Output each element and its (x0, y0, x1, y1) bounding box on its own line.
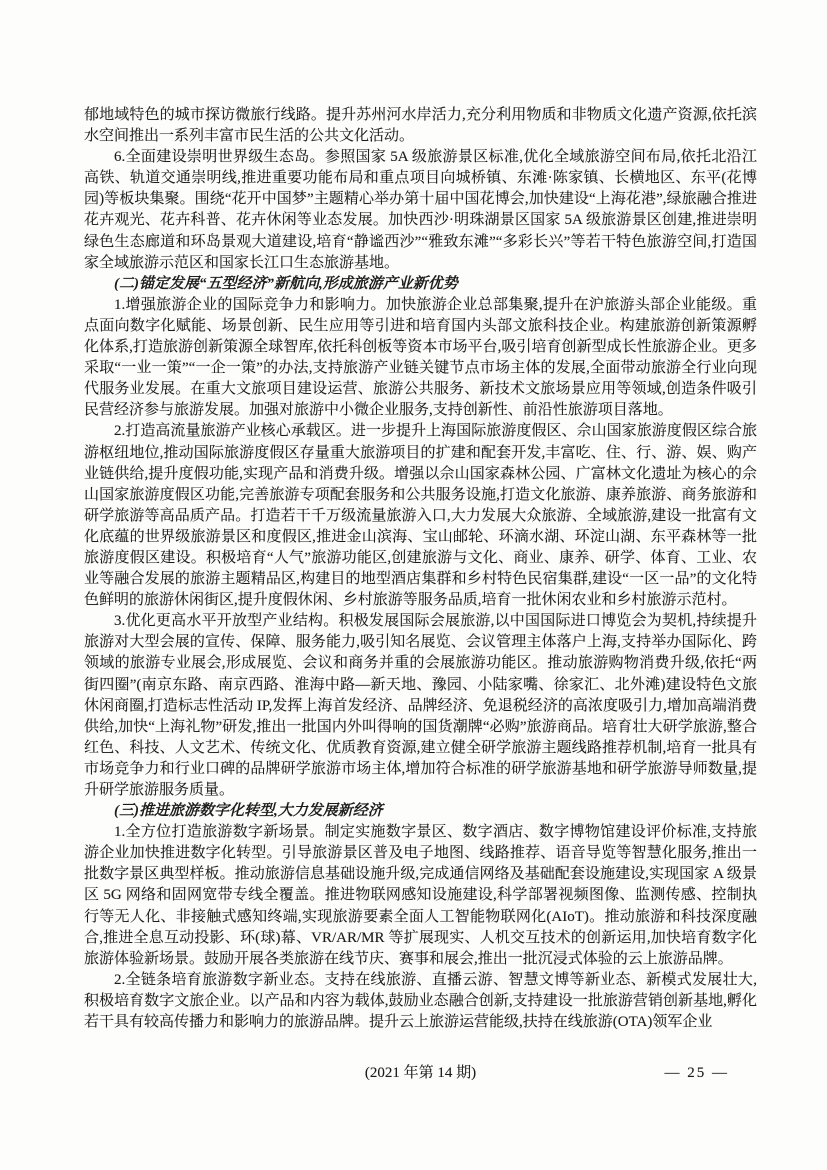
paragraph: 2.打造高流量旅游产业核心承载区。进一步提升上海国际旅游度假区、佘山国家旅游度假区综合旅游枢纽地位,推动国际旅游度假区存量重大旅游项目的扩建和配套开发,丰富吃、住、行、游、娱、购产业链供给,提升度假功能,实现产品和消费升级。增强以佘山国家森林公园、广富林文化遗址为核心的佘山国家旅游度假区功能,完善旅游专项配套服务和公共服务设施,打造文化旅游、康养旅游、商务旅游和研学旅游等高品质产品。打造若干千万级流量旅游入口,大力发展大众旅游、全域旅游,建设一批富有文化底蕴的世界级旅游景区和度假区,推进金山滨海、宝山邮轮、环滴水湖、环淀山湖、东平森林等一批旅游度假区建设。积极培育“人气”旅游功能区,创建旅游与文化、商业、康养、研学、体育、工业、农业等融合发展的旅游主题精品区,构建目的地型酒店集群和乡村特色民宿集群,建设“一区一品”的文化特色鲜明的旅游休闲街区,提升度假休闲、乡村旅游等服务品质,培育一批休闲农业和乡村旅游示范村。 (84, 423, 757, 609)
document-body (84, 105, 757, 1057)
paragraph: 1.全方位打造旅游数字新场景。制定实施数字景区、数字酒店、数字博物馆建设评价标准,支持旅游企业加快推进数字化转型。引导旅游景区普及电子地图、线路推荐、语音导览等智慧化服务,推出一批数字景区典型样板。推动旅游信息基础设施升级,完成通信网络及基础配套设施建设,实现国家 A 级景区 5G 网络和固网宽带专线全覆盖。推进物联网感知设施建设,科学部署视频图像、监测传感、控制执行等无人化、非接触式感知终端,实现旅游要素全面人工智能物联网化(AIoT)。推动旅游和科技深度融合,推进全息互动投影、环(球)幕、VR/AR/MR 等扩展现实、人机交互技术的创新运用,加快培育数字化旅游体验新场景。鼓励开展各类旅游在线节庆、赛事和展会,推出一批沉浸式体验的云上旅游品牌。 (84, 824, 757, 967)
paragraph: 6.全面建设崇明世界级生态岛。参照国家 5A 级旅游景区标准,优化全域旅游空间布局,依托北沿江高铁、轨道交通崇明线,推进重要功能布局和重点项目向城桥镇、东滩·陈家镇、长横地区、东平(花博园)等板块集聚。围绕“花开中国梦”主题精心举办第十届中国花博会,加快建设“上海花港”,绿旅融合推进花卉观光、花卉科普、花卉休闲等业态发展。加快西沙·明珠湖景区国家 5A 级旅游景区创建,推进崇明绿色生态廊道和环岛景观大道建设,培育“静谧西沙”“雅致东滩”“多彩长兴”等若干特色旅游空间,打造国家全域旅游示范区和国家长江口生态旅游基地。 (84, 149, 757, 271)
paragraph: 1.增强旅游企业的国际竞争力和影响力。加快旅游企业总部集聚,提升在沪旅游头部企业能级。重点面向数字化赋能、场景创新、民生应用等引进和培育国内头部文旅科技企业。构建旅游创新策源孵化体系,打造旅游创新策源全球智库,依托科创板等资本市场平台,吸引培育创新型成长性旅游企业。更多采取“一业一策”“一企一策”的办法,支持旅游产业链关键节点市场主体的发展,全面带动旅游全行业向现代服务业发展。在重大文旅项目建设运营、旅游公共服务、新技术文旅场景应用等领域,创造条件吸引民营经济参与旅游发展。加强对旅游中小微企业服务,支持创新性、前沿性旅游项目落地。 (84, 296, 757, 419)
paragraph: 2.全链条培育旅游数字新业态。支持在线旅游、直播云游、智慧文博等新业态、新模式发展壮大,积极培育数字文旅企业。以产品和内容为载体,鼓励业态融合创新,支持建设一批旅游营销创新基地,孵化若干具有较高传播力和影响力的旅游品牌。提升云上旅游运营能级,扶持在线旅游(OTA)领军企业 (84, 971, 757, 1031)
page-footer (84, 1062, 757, 1084)
footer-page-number: — 25 — (664, 1065, 729, 1081)
paragraph: 郁地域特色的城市探访微旅行线路。提升苏州河水岸活力,充分利用物质和非物质文化遗产资源,依托滨水空间推出一系列丰富市民生活的公共文化活动。 (84, 107, 757, 145)
section-heading: (三)推进旅游数字化转型,大力发展新经济 (114, 803, 383, 820)
section-heading: (二)锚定发展“五型经济”新航向,形成旅游产业新优势 (114, 275, 458, 292)
footer-issue-label: (2021 年第 14 期) (364, 1065, 477, 1081)
paragraph: 3.优化更高水平开放型产业结构。积极发展国际会展旅游,以中国国际进口博览会为契机,持续提升旅游对大型会展的宣传、保障、服务能力,吸引知名展览、会议管理主体落户上海,支持举办国际化、跨领域的旅游专业展会,形成展览、会议和商务并重的会展旅游功能区。推动旅游购物消费升级,依托“两街四圈”(南京东路、南京西路、淮海中路—新天地、豫园、小陆家嘴、徐家汇、北外滩)建设特色文旅休闲商圈,打造标志性活动 IP,发挥上海首发经济、品牌经济、免退税经济的高浓度吸引力,增加高端消费供给,加快“上海礼物”研发,推出一批国内外叫得响的国货潮牌“必购”旅游商品。培育壮大研学旅游,整合红色、科技、人文艺术、传统文化、优质教育资源,建立健全研学旅游主题线路推荐机制,培育一批具有市场竞争力和行业口碑的品牌研学旅游市场主体,增加符合标准的研学旅游基地和研学旅游导师数量,提升研学旅游服务质量。 (84, 613, 757, 798)
